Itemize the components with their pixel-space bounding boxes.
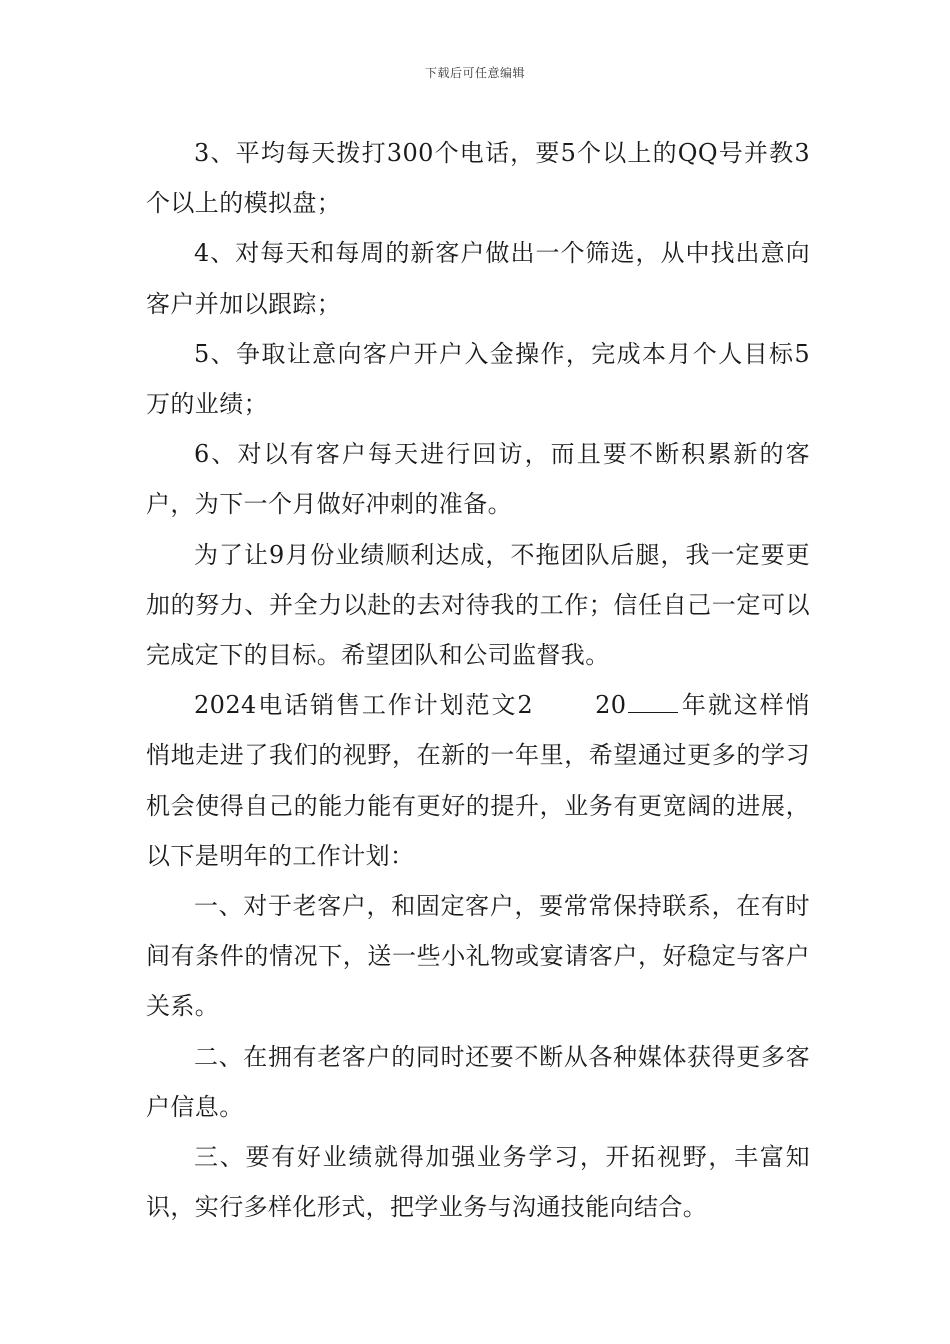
- paragraph-conclusion: 为了让9月份业绩顺利达成，不拖团队后腿，我一定要更加的努力、并全力以赴的去对待我的工作；信任自己一定可以完成定下的目标。希望团队和公司监督我。: [146, 540, 810, 670]
- paragraph-item-3: 3、平均每天拨打300个电话，要5个以上的QQ号并教3个以上的模拟盘；: [146, 139, 810, 218]
- year-blank: [628, 690, 678, 713]
- paragraph-item-5: 5、争取让意向客户开户入金操作，完成本月个人目标5万的业绩；: [146, 339, 810, 419]
- plan-item-2: 二、在拥有老客户的同时还要不断从各种媒体获得更多客户信息。: [146, 1042, 810, 1121]
- document-body: [146, 128, 810, 1232]
- paragraph-item-4: 4、对每天和每周的新客户做出一个筛选，从中找出意向客户并加以跟踪；: [146, 239, 810, 318]
- paragraph-item-6: 6、对以有客户每天进行回访，而且要不断积累新的客户，为下一个月做好冲刺的准备。: [146, 440, 810, 519]
- plan-item-3: 三、要有好业绩就得加强业务学习，开拓视野，丰富知识，实行多样化形式，把学业务与沟通技能向结合。: [146, 1143, 810, 1222]
- year-prefix: 20: [595, 691, 627, 720]
- section-2-intro-text: 年就这样悄悄地走进了我们的视野，在新的一年里，希望通过更多的学习机会使得自己的能力能有更好的提升，业务有更宽阔的进展，以下是明年的工作计划：: [146, 691, 810, 870]
- plan-item-1: 一、对于老客户，和固定客户，要常常保持联系，在有时间有条件的情况下，送一些小礼物或宴请客户，好稳定与客户关系。: [146, 892, 810, 1021]
- section-2-intro: [146, 680, 810, 881]
- header-note: 下载后可任意编辑: [424, 66, 525, 80]
- section-2-title: 2024电话销售工作计划范文2: [194, 691, 534, 720]
